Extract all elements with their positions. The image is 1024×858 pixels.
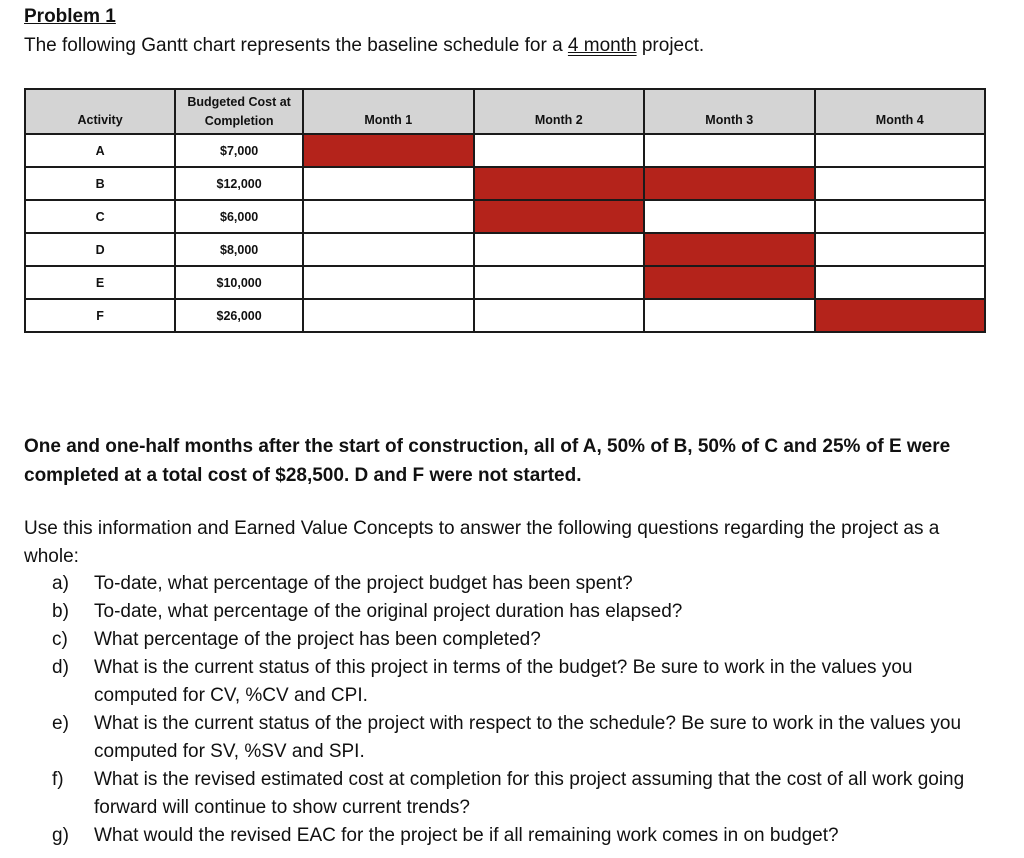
month-3-header: Month 3 xyxy=(644,89,814,134)
gantt-bar-month-3 xyxy=(644,167,814,200)
gantt-cell-month-4 xyxy=(815,200,986,233)
month-2-header: Month 2 xyxy=(474,89,644,134)
gantt-cell-month-2 xyxy=(474,266,644,299)
activity-row-a xyxy=(25,134,985,167)
question-text: What is the revised estimated cost at completion for this project assuming that the cost of all work going forward will continue to show current trends? xyxy=(94,769,965,818)
gantt-cell-month-4 xyxy=(815,266,986,299)
gantt-bar-month-1 xyxy=(303,134,473,167)
question-letter: f) xyxy=(52,769,64,790)
question-text: What is the current status of the project with respect to the schedule? Be sure to work in the values you computed for SV, %SV and SPI. xyxy=(94,713,962,762)
bac-cell: $12,000 xyxy=(175,167,303,200)
gantt-cell-month-4 xyxy=(815,167,986,200)
gantt-cell-month-2 xyxy=(474,233,644,266)
gantt-cell-month-3 xyxy=(644,200,814,233)
gantt-bar-month-4 xyxy=(815,299,986,332)
question-text: What is the current status of this project in terms of the budget? Be sure to work in the values you computed for CV, %CV and CPI. xyxy=(94,657,913,706)
question-letter: g) xyxy=(52,825,69,846)
activity-row-f xyxy=(25,299,985,332)
question-text: To-date, what percentage of the project budget has been spent? xyxy=(94,573,633,594)
question-letter: c) xyxy=(52,629,68,650)
activity-cell: D xyxy=(25,233,175,266)
gantt-cell-month-2 xyxy=(474,299,644,332)
question-text: To-date, what percentage of the original project duration has elapsed? xyxy=(94,601,683,622)
gantt-bar-month-2 xyxy=(474,200,644,233)
intro-text xyxy=(24,35,704,57)
bac-cell: $26,000 xyxy=(175,299,303,332)
bac-cell: $8,000 xyxy=(175,233,303,266)
question-text: What would the revised EAC for the project be if all remaining work comes in on budget? xyxy=(94,825,839,846)
questions-intro: Use this information and Earned Value Concepts to answer the following questions regarding the project as a whole: xyxy=(24,518,940,567)
activity-cell: A xyxy=(25,134,175,167)
gantt-cell-month-1 xyxy=(303,167,473,200)
gantt-cell-month-4 xyxy=(815,233,986,266)
bac-cell: $6,000 xyxy=(175,200,303,233)
bac-cell: $7,000 xyxy=(175,134,303,167)
question-list xyxy=(52,570,982,850)
gantt-cell-month-3 xyxy=(644,134,814,167)
activity-cell: E xyxy=(25,266,175,299)
question-item xyxy=(52,626,982,654)
question-text: What percentage of the project has been completed? xyxy=(94,629,541,650)
question-item xyxy=(52,654,982,710)
problem-heading: Problem 1 xyxy=(24,6,116,27)
activity-row-c xyxy=(25,200,985,233)
question-item xyxy=(52,766,982,822)
month-4-header: Month 4 xyxy=(815,89,986,134)
gantt-bar-month-3 xyxy=(644,233,814,266)
intro-duration: 4 month xyxy=(567,35,637,56)
intro-before: The following Gantt chart represents the baseline schedule for a xyxy=(24,35,568,56)
activity-cell: C xyxy=(25,200,175,233)
bac-cell: $10,000 xyxy=(175,266,303,299)
gantt-chart-table xyxy=(24,88,986,333)
month-1-header: Month 1 xyxy=(303,89,473,134)
activity-cell: B xyxy=(25,167,175,200)
question-letter: d) xyxy=(52,657,69,678)
gantt-cell-month-1 xyxy=(303,200,473,233)
gantt-cell-month-1 xyxy=(303,233,473,266)
gantt-cell-month-1 xyxy=(303,266,473,299)
gantt-cell-month-4 xyxy=(815,134,986,167)
question-letter: b) xyxy=(52,601,69,622)
activity-header: Activity xyxy=(25,89,175,134)
activity-row-e xyxy=(25,266,985,299)
activity-row-b xyxy=(25,167,985,200)
intro-after: project. xyxy=(636,35,705,56)
question-item xyxy=(52,570,982,598)
question-item xyxy=(52,822,982,850)
question-item xyxy=(52,710,982,766)
gantt-cell-month-1 xyxy=(303,299,473,332)
gantt-cell-month-3 xyxy=(644,299,814,332)
gantt-bar-month-2 xyxy=(474,167,644,200)
gantt-cell-month-2 xyxy=(474,134,644,167)
gantt-header-row xyxy=(25,89,985,134)
activity-row-d xyxy=(25,233,985,266)
question-letter: a) xyxy=(52,573,69,594)
activity-cell: F xyxy=(25,299,175,332)
gantt-bar-month-3 xyxy=(644,266,814,299)
status-note: One and one-half months after the start of construction, all of A, 50% of B, 50% of C and 25% of E were completed at a total cost of $28,500. D and F were not started. xyxy=(24,436,951,486)
gantt-body xyxy=(25,134,985,332)
bac-header: Budgeted Cost at Completion xyxy=(175,89,303,134)
question-letter: e) xyxy=(52,713,69,734)
question-item xyxy=(52,598,982,626)
